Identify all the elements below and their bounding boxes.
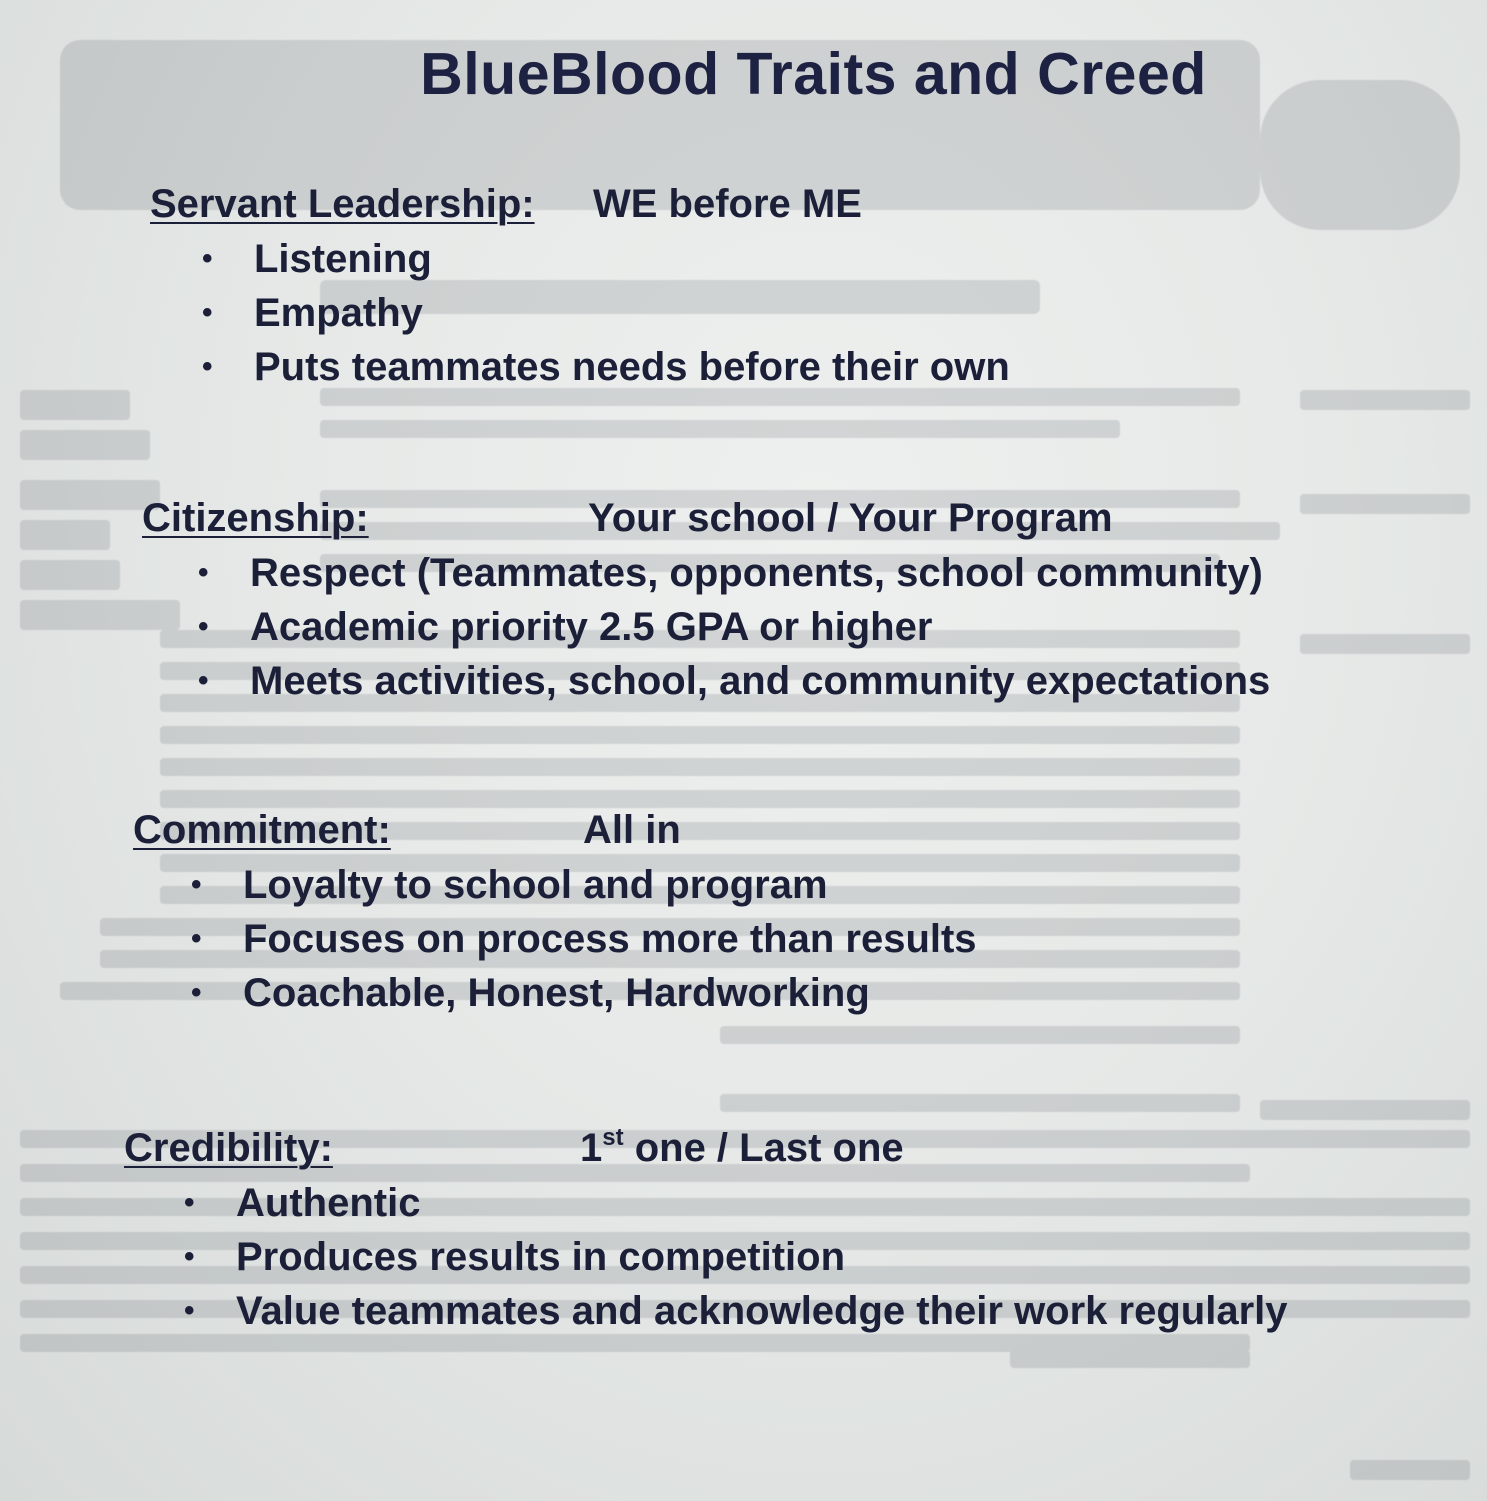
section-value: 1st one / Last one (580, 1124, 904, 1170)
section-heading (142, 496, 1113, 546)
bullet-icon: • (184, 1294, 195, 1327)
bullet-icon: • (191, 868, 202, 901)
section-value: WE before ME (593, 182, 862, 226)
bullet-icon: • (202, 296, 213, 329)
bullet-icon: • (184, 1186, 195, 1219)
section-heading (150, 182, 862, 232)
bullet-icon: • (191, 976, 202, 1009)
section-value: All in (583, 808, 681, 852)
bullet-icon: • (198, 556, 209, 589)
bullet-icon: • (198, 610, 209, 643)
section-label: Commitment: (133, 808, 391, 852)
bullet-icon: • (202, 350, 213, 383)
section-label: Servant Leadership: (150, 182, 535, 226)
bullet-icon: • (198, 664, 209, 697)
section-commitment: Commitment: All in • Loyalty to school and program • Focuses on process more than results • Coachable, Honest, Hardworking (133, 808, 191, 1020)
bullet-icon: • (184, 1240, 195, 1273)
section-heading (124, 1124, 904, 1176)
section-servant-leadership: Servant Leadership: WE before ME • Listening • Empathy • Puts teammates needs before their own (150, 182, 202, 394)
section-label: Credibility: (124, 1126, 333, 1170)
bullet-icon: • (202, 242, 213, 275)
section-label: Citizenship: (142, 496, 369, 540)
section-value: Your school / Your Program (588, 496, 1113, 540)
section-citizenship: Citizenship: Your school / Your Program • Respect (Teammates, opponents, school community) • Academic priority 2.5 GPA or higher • Meets activities, school, and community expectations (142, 496, 198, 708)
section-credibility: Credibility: 1st one / Last one • Authentic • Produces results in competition • Value teammates and acknowledge their work regularly (124, 1126, 184, 1338)
document-title: BlueBlood Traits and Creed (420, 41, 1207, 107)
bullet-icon: • (191, 922, 202, 955)
section-heading (133, 808, 681, 858)
